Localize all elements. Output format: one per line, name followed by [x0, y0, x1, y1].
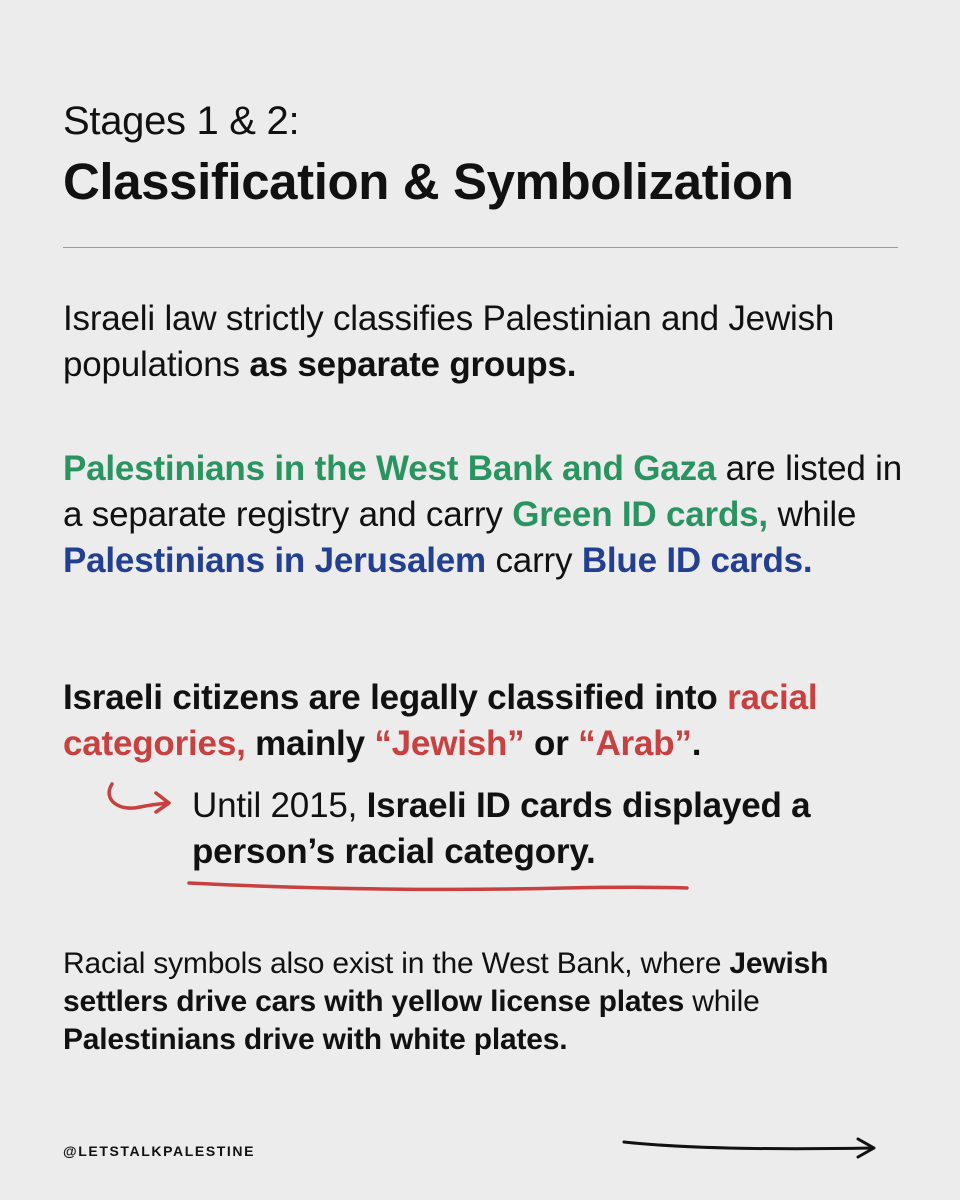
paragraph-text: Israeli citizens are legally classified into: [63, 678, 728, 717]
paragraph-text: mainly: [245, 724, 375, 763]
green-id-text: Green ID cards,: [512, 495, 768, 534]
paragraph-until-2015: [192, 783, 912, 875]
hand-drawn-underline: [185, 875, 695, 897]
paragraph-emphasis: as separate groups.: [249, 345, 577, 384]
jerusalem-text: Palestinians in Jerusalem: [63, 541, 486, 580]
paragraph-license-plates: [63, 945, 923, 1059]
next-arrow-icon[interactable]: [620, 1132, 882, 1162]
page-subtitle: Stages 1 & 2:: [63, 99, 300, 143]
paragraph-text: carry: [485, 541, 582, 580]
paragraph-classification: [63, 296, 913, 388]
paragraph-id-cards: [63, 446, 913, 584]
west-bank-gaza-text: Palestinians in the West Bank and Gaza: [63, 449, 717, 488]
page-title: Classification & Symbolization: [63, 153, 794, 210]
paragraph-text: are listed in a separate registry and carry: [63, 449, 902, 534]
paragraph-emphasis: Palestinians drive with white plates.: [63, 1023, 568, 1056]
account-handle[interactable]: @LETSTALKPALESTINE: [63, 1143, 256, 1159]
paragraph-text: Israeli law strictly classifies Palestinian and Jewish populations: [63, 299, 835, 384]
blue-id-text: Blue ID cards.: [581, 541, 813, 580]
paragraph-racial-categories: [63, 675, 913, 767]
curved-arrow-icon: [98, 778, 178, 818]
paragraph-text: Until 2015,: [192, 786, 367, 825]
paragraph-text: .: [691, 724, 702, 763]
paragraph-text: Racial symbols also exist in the West Bank, where: [63, 947, 730, 980]
arab-label: “Arab”: [578, 724, 692, 763]
paragraph-text: while: [684, 985, 760, 1018]
paragraph-text: or: [524, 724, 579, 763]
paragraph-emphasis: Israeli ID cards displayed a person’s racial category.: [192, 786, 811, 871]
racial-categories-text: racial categories,: [63, 678, 818, 763]
paragraph-text: while: [767, 495, 857, 534]
paragraph-emphasis: Jewish settlers drive cars with yellow license plates: [63, 947, 829, 1018]
divider: [63, 247, 898, 248]
jewish-label: “Jewish”: [374, 724, 525, 763]
